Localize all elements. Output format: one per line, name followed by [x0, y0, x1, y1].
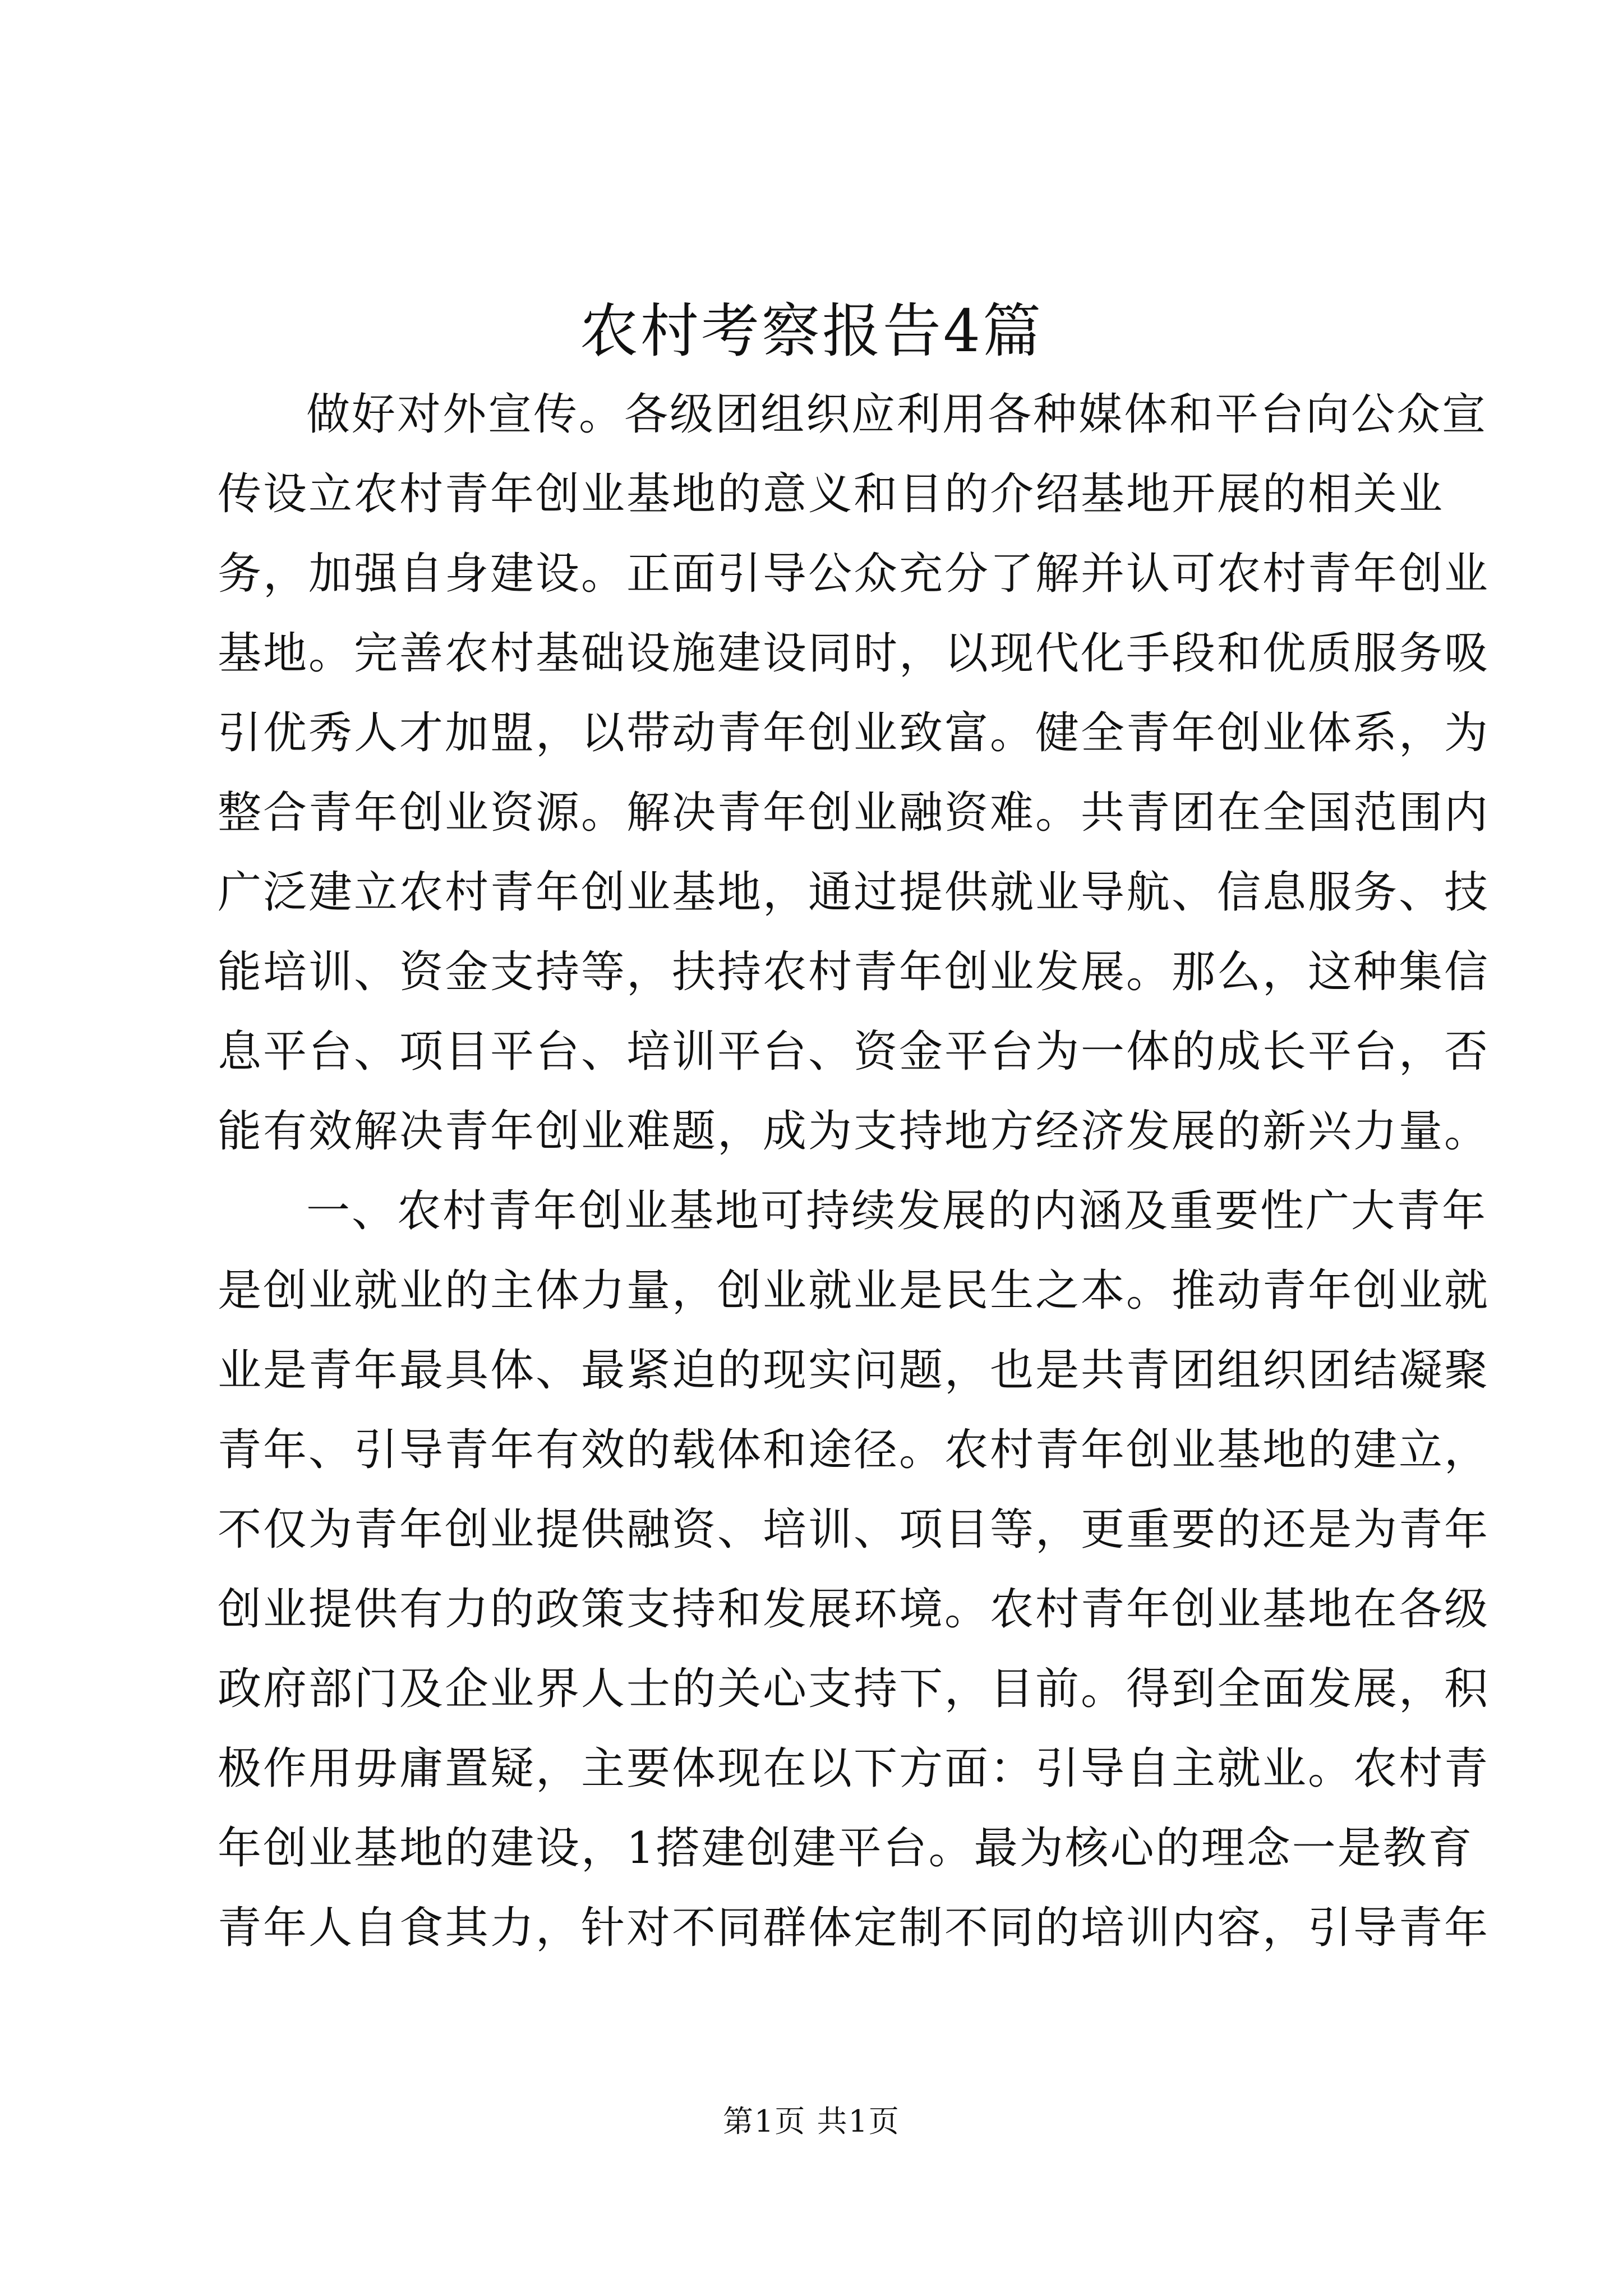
paragraph-1-line-1: 做好对外宣传。各级团组织应利用各种媒体和平台向公众宣	[306, 389, 1488, 440]
paragraph-2-line-8: 极作用毋庸置疑，主要体现在以下方面：引导自主就业。农村青	[218, 1743, 1490, 1794]
paragraph-1-line-6: 整合青年创业资源。解决青年创业融资难。共青团在全国范围内	[218, 788, 1490, 838]
paragraph-1-line-10: 能有效解决青年创业难题，成为支持地方经济发展的新兴力量。	[218, 1106, 1490, 1157]
paragraph-2-line-3: 业是青年最具体、最紧迫的现实问题，也是共青团组织团结凝聚	[218, 1345, 1490, 1396]
page-footer: 第1页 共1页	[723, 2104, 900, 2139]
paragraph-1-line-2: 传设立农村青年创业基地的意义和目的介绍基地开展的相关业	[218, 469, 1445, 519]
paragraph-2-line-1: 一、农村青年创业基地可持续发展的内涵及重要性广大青年	[306, 1186, 1488, 1236]
paragraph-2-line-7: 政府部门及企业界人士的关心支持下，目前。得到全面发展，积	[218, 1664, 1490, 1714]
document-title: 农村考察报告4篇	[579, 297, 1044, 365]
paragraph-2-line-5: 不仅为青年创业提供融资、培训、项目等，更重要的还是为青年	[218, 1504, 1490, 1555]
paragraph-2-line-6: 创业提供有力的政策支持和发展环境。农村青年创业基地在各级	[218, 1584, 1490, 1635]
paragraph-2-line-9: 年创业基地的建设，1搭建创建平台。最为核心的理念一是教育	[218, 1823, 1474, 1874]
paragraph-1-line-3: 务，加强自身建设。正面引导公众充分了解并认可农村青年创业	[218, 549, 1490, 599]
paragraph-1-line-5: 引优秀人才加盟，以带动青年创业致富。健全青年创业体系，为	[218, 708, 1490, 758]
paragraph-2-line-10: 青年人自食其力，针对不同群体定制不同的培训内容，引导青年	[218, 1903, 1490, 1953]
paragraph-1-line-8: 能培训、资金支持等，扶持农村青年创业发展。那么，这种集信	[218, 947, 1490, 997]
paragraph-1-line-7: 广泛建立农村青年创业基地，通过提供就业导航、信息服务、技	[218, 867, 1490, 918]
document-body	[218, 375, 1490, 1968]
paragraph-2-line-2: 是创业就业的主体力量，创业就业是民生之本。推动青年创业就	[218, 1266, 1490, 1316]
paragraph-1-line-9: 息平台、项目平台、培训平台、资金平台为一体的成长平台，否	[218, 1027, 1490, 1077]
paragraph-1-line-4: 基地。完善农村基础设施建设同时，以现代化手段和优质服务吸	[218, 628, 1490, 679]
paragraph-2-line-4: 青年、引导青年有效的载体和途径。农村青年创业基地的建立，	[218, 1425, 1490, 1475]
